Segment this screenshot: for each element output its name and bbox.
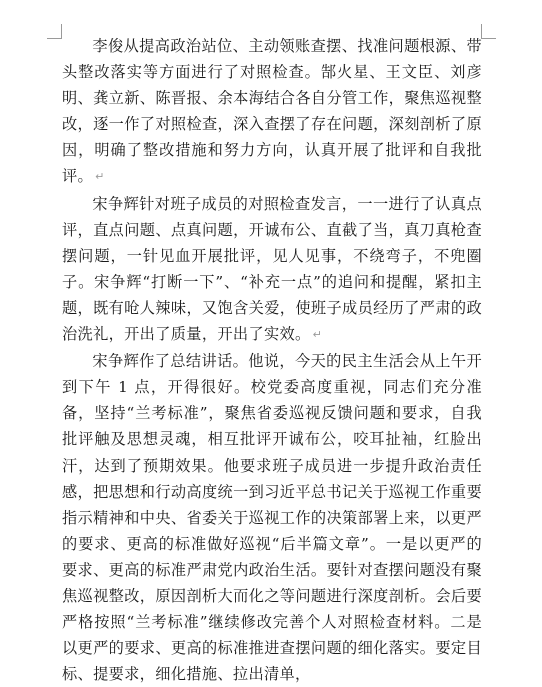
- paragraph-3: [62, 348, 482, 687]
- paragraph-3-text: 宋争辉作了总结讲话。他说，今天的民主生活会从上午开到下午 1 点，开得很好。校党委高度重视，同志们充分准备，坚持“兰考标准”，聚焦省委巡视反馈问题和要求，自我批评触及思想灵魂，相互批评开诚布公，咬耳扯袖，红脸出汗，达到了预期效果。他要求班子成员进一步提升政治责任感，把思想和行动高度统一到习近平总书记关于巡视工作重要指示精神和中央、省委关于巡视工作的决策部署上来，以更严的要求、更高的标准做好巡视“后半篇文章”。一是以更严的要求、更高的标准严肃党内政治生活。要针对查摆问题没有聚焦巡视整改，原因剖析大而化之等问题进行深度剖析。会后要严格按照“兰考标准”继续修改完善个人对照检查材料。二是以更严的要求、更高的标准推进查摆问题的细化落实。要定目标、提要求，细化措施、拉出清单，: [62, 352, 482, 684]
- paragraph-1-text: 李俊从提高政治站位、主动领账查摆、找准问题根源、带头整改落实等方面进行了对照检查。郜火星、王文臣、刘彦明、龚立新、陈晋报、余本海结合各自分管工作，聚焦巡视整改，逐一作了对照检查，深入查摆了存在问题，深刻剖析了原因，明确了整改措施和努力方向，认真开展了批评和自我批评。: [62, 37, 482, 186]
- paragraph-2: [62, 191, 482, 349]
- paragraph-mark-icon: ↵: [95, 170, 105, 184]
- top-right-crop-mark: [481, 24, 496, 39]
- top-left-crop-mark: [47, 24, 62, 39]
- paragraph-mark-icon: ↵: [312, 328, 323, 342]
- document-body[interactable]: [62, 33, 482, 687]
- paragraph-1: [62, 33, 482, 191]
- paragraph-2-text: 宋争辉针对班子成员的对照检查发言，一一进行了认真点评，直点问题、点真问题，开诚布公、直截了当，真刀真枪查摆问题，一针见血开展批评，见人见事，不绕弯子，不兜圈子。宋争辉“打断一下”、“补充一点”的追问和提醒，紧扣主题，既有呛人辣味，又饱含关爱，使班子成员经历了严肃的政治洗礼，开出了质量，开出了实效。: [62, 194, 482, 344]
